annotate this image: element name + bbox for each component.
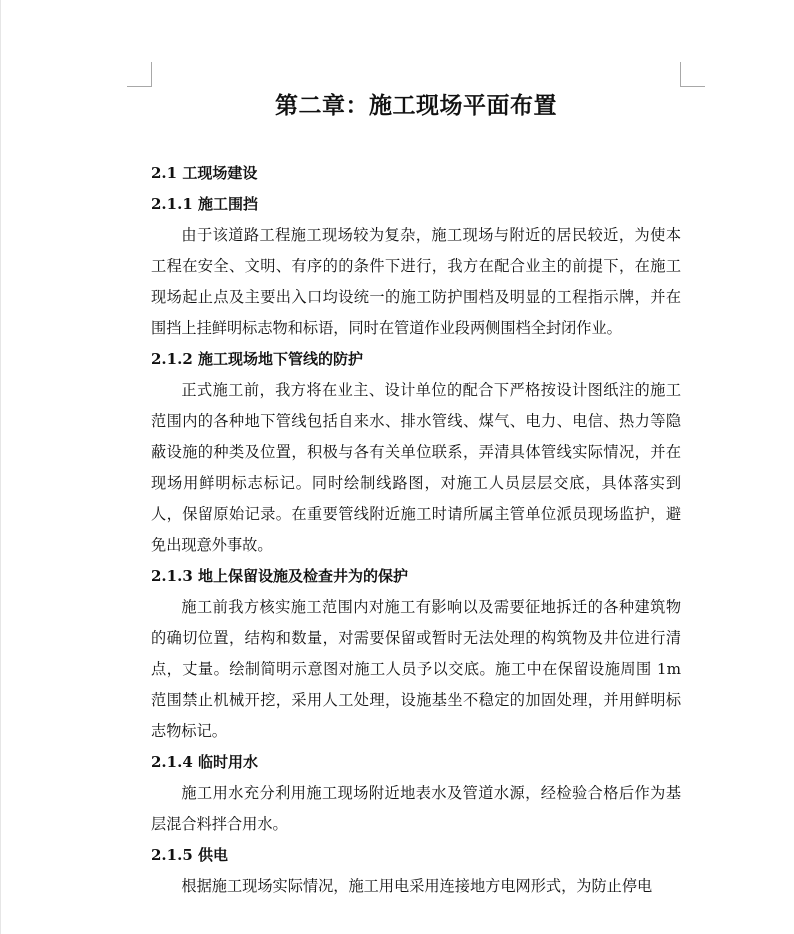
subsection-heading: 2.1.3 地上保留设施及检查井为的保护	[151, 567, 408, 585]
margin-corner-mark-top-right	[680, 62, 705, 87]
subsection-heading: 2.1.5 供电	[151, 846, 228, 864]
document-body	[151, 88, 681, 902]
subsection-heading: 2.1.2 施工现场地下管线的防护	[151, 350, 363, 368]
body-paragraph: 施工用水充分利用施工现场附近地表水及管道水源，经检验合格后作为基层混合料拌合用水。	[151, 784, 681, 833]
chapter-title: 第二章：施工现场平面布置	[275, 92, 557, 119]
subsection-heading: 2.1.1 施工围挡	[151, 195, 258, 213]
margin-corner-mark-top-left	[127, 62, 152, 87]
subsection-heading: 2.1.4 临时用水	[151, 753, 258, 771]
body-paragraph: 施工前我方核实施工范围内对施工有影响以及需要征地拆迁的各种建筑物的确切位置，结构和数量，对需要保留或暂时无法处理的构筑物及井位进行清点，丈量。绘制简明示意图对施工人员予以交底。施工中在保留设施周围 1m 范围禁止机械开挖，采用人工处理，设施基坐不稳定的加固处理，并用鲜明标志物标记。	[151, 598, 681, 740]
page-left-edge	[0, 0, 1, 934]
body-paragraph: 根据施工现场实际情况，施工用电采用连接地方电网形式，为防止停电	[181, 877, 653, 895]
section-heading: 2.1 工现场建设	[151, 164, 258, 182]
body-paragraph: 由于该道路工程施工现场较为复杂，施工现场与附近的居民较近，为使本工程在安全、文明、有序的的条件下进行，我方在配合业主的前提下，在施工现场起止点及主要出入口均设统一的施工防护围档及明显的工程指示牌，并在围挡上挂鲜明标志物和标语，同时在管道作业段两侧围档全封闭作业。	[151, 226, 681, 337]
body-paragraph: 正式施工前，我方将在业主、设计单位的配合下严格按设计图纸注的施工范围内的各种地下管线包括自来水、排水管线、煤气、电力、电信、热力等隐蔽设施的种类及位置，积极与各有关单位联系，弄清具体管线实际情况，并在现场用鲜明标志标记。同时绘制线路图，对施工人员层层交底，具体落实到人，保留原始记录。在重要管线附近施工时请所属主管单位派员现场监护，避免出现意外事故。	[151, 381, 681, 554]
